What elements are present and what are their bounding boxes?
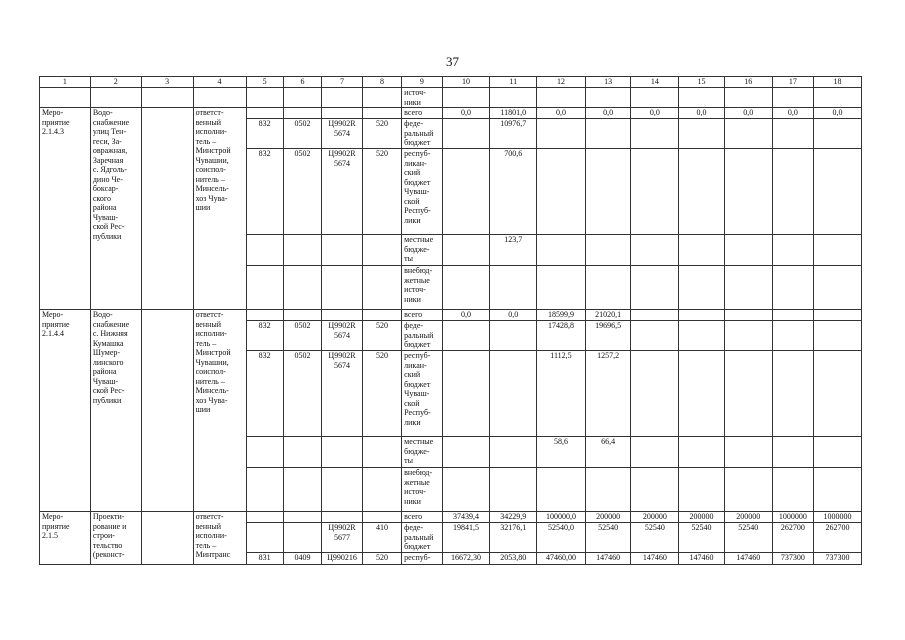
code-cell: Ц9902R 5674 bbox=[322, 321, 362, 351]
value-cell: 0,0 bbox=[679, 108, 725, 119]
code-cell: 832 bbox=[246, 351, 283, 437]
header-cell: 4 bbox=[193, 77, 246, 88]
code-cell: Ц9902R 5674 bbox=[322, 149, 362, 235]
value-cell: 47460,00 bbox=[537, 553, 586, 565]
value-cell: 2053,80 bbox=[490, 553, 537, 565]
value-cell: 147460 bbox=[631, 553, 679, 565]
code-cell: 520 bbox=[362, 351, 401, 437]
value-cell: 16672,30 bbox=[442, 553, 490, 565]
responsible-cell: ответст- венный исполни- тель – Минстрой Чувашии, соиспол- нитель – Минсель- хоз Чува- шии bbox=[193, 310, 246, 512]
value-cell: 200000 bbox=[679, 512, 725, 523]
table-row bbox=[40, 88, 862, 108]
value-cell: 1112,5 bbox=[537, 351, 586, 437]
value-cell: 32176,1 bbox=[490, 523, 537, 553]
value-cell: 52540 bbox=[631, 523, 679, 553]
header-cell: 3 bbox=[141, 77, 193, 88]
value-cell: 737300 bbox=[814, 553, 862, 565]
measure-name-cell: Водо- снабжение улиц Тен- геси, За- овражная, Заречная с. Ядголь- дино Че- боксар- ского района Чуваш- ской Рес- публики bbox=[90, 108, 141, 310]
funding-source-cell: феде- ральный бюджет bbox=[402, 119, 442, 149]
value-cell: 200000 bbox=[585, 512, 631, 523]
value-cell: 11801,0 bbox=[490, 108, 537, 119]
value-cell: 0,0 bbox=[631, 108, 679, 119]
value-cell: 1000000 bbox=[814, 512, 862, 523]
value-cell: 0,0 bbox=[442, 310, 490, 321]
code-cell: Ц990216 bbox=[322, 553, 362, 565]
header-cell: 18 bbox=[814, 77, 862, 88]
funding-source-cell: местные бюдже- ты bbox=[402, 437, 442, 468]
value-cell: 19696,5 bbox=[585, 321, 631, 351]
code-cell: 0409 bbox=[283, 553, 321, 565]
funding-source-cell: внебюд- жетные источ- ники bbox=[402, 468, 442, 512]
header-cell: 1 bbox=[40, 77, 91, 88]
header-cell: 10 bbox=[442, 77, 490, 88]
funding-source-cell: респуб- bbox=[402, 553, 442, 565]
funding-source-cell: респуб- ликан- ский бюджет Чуваш- ской Респуб- лики bbox=[402, 351, 442, 437]
measure-id-cell: Меро- приятие 2.1.5 bbox=[40, 512, 91, 565]
value-cell: 66,4 bbox=[585, 437, 631, 468]
funding-source-cell: источ- ники bbox=[402, 88, 442, 108]
header-row bbox=[40, 77, 862, 88]
code-cell: 0502 bbox=[283, 119, 321, 149]
value-cell: 17428,8 bbox=[537, 321, 586, 351]
responsible-cell: ответст- венный исполни- тель – Минтранс bbox=[193, 512, 246, 565]
measure-id-cell: Меро- приятие 2.1.4.4 bbox=[40, 310, 91, 512]
code-cell: 832 bbox=[246, 119, 283, 149]
table-row bbox=[40, 310, 862, 321]
value-cell: 52540 bbox=[585, 523, 631, 553]
measure-name-cell: Водо- снабжение с. Нижняя Кумашка Шумер- линского района Чуваш- ской Рес- публики bbox=[90, 310, 141, 512]
code-cell: Ц9902R 5674 bbox=[322, 119, 362, 149]
value-cell: 0,0 bbox=[442, 108, 490, 119]
code-cell: Ц9902R 5677 bbox=[322, 523, 362, 553]
value-cell: 123,7 bbox=[490, 235, 537, 266]
header-cell: 14 bbox=[631, 77, 679, 88]
code-cell: 520 bbox=[362, 119, 401, 149]
code-cell: 520 bbox=[362, 321, 401, 351]
header-cell: 13 bbox=[585, 77, 631, 88]
funding-source-cell: всего bbox=[402, 310, 442, 321]
header-cell: 8 bbox=[362, 77, 401, 88]
header-cell: 16 bbox=[724, 77, 772, 88]
value-cell: 0,0 bbox=[814, 108, 862, 119]
code-cell: 520 bbox=[362, 553, 401, 565]
funding-source-cell: феде- ральный бюджет bbox=[402, 321, 442, 351]
code-cell: 0502 bbox=[283, 321, 321, 351]
code-cell: 410 bbox=[362, 523, 401, 553]
value-cell: 34229,9 bbox=[490, 512, 537, 523]
code-cell: 0502 bbox=[283, 149, 321, 235]
header-cell: 15 bbox=[679, 77, 725, 88]
value-cell: 700,6 bbox=[490, 149, 537, 235]
header-cell: 7 bbox=[322, 77, 362, 88]
header-cell: 17 bbox=[772, 77, 814, 88]
funding-source-cell: внебюд- жетные источ- ники bbox=[402, 266, 442, 310]
value-cell: 147460 bbox=[679, 553, 725, 565]
header-cell: 11 bbox=[490, 77, 537, 88]
header-cell: 9 bbox=[402, 77, 442, 88]
responsible-cell: ответст- венный исполни- тель – Минстрой Чувашии, соиспол- нитель – Минсель- хоз Чува- шии bbox=[193, 108, 246, 310]
funding-source-cell: всего bbox=[402, 108, 442, 119]
value-cell: 147460 bbox=[585, 553, 631, 565]
value-cell: 0,0 bbox=[585, 108, 631, 119]
code-cell: 832 bbox=[246, 149, 283, 235]
value-cell: 147460 bbox=[724, 553, 772, 565]
value-cell: 18599,9 bbox=[537, 310, 586, 321]
code-cell: 832 bbox=[246, 321, 283, 351]
value-cell: 52540,0 bbox=[537, 523, 586, 553]
value-cell: 200000 bbox=[631, 512, 679, 523]
value-cell: 10976,7 bbox=[490, 119, 537, 149]
header-cell: 6 bbox=[283, 77, 321, 88]
header-cell: 12 bbox=[537, 77, 586, 88]
code-cell: 520 bbox=[362, 149, 401, 235]
funding-source-cell: всего bbox=[402, 512, 442, 523]
table-row bbox=[40, 512, 862, 523]
value-cell: 52540 bbox=[724, 523, 772, 553]
value-cell: 37439,4 bbox=[442, 512, 490, 523]
value-cell: 0,0 bbox=[490, 310, 537, 321]
page-number: 37 bbox=[446, 54, 459, 69]
measure-id-cell: Меро- приятие 2.1.4.3 bbox=[40, 108, 91, 310]
value-cell: 0,0 bbox=[772, 108, 814, 119]
code-cell: 831 bbox=[246, 553, 283, 565]
value-cell: 100000,0 bbox=[537, 512, 586, 523]
budget-table bbox=[39, 76, 862, 565]
measure-name-cell: Проекти- рование и строи- тельство (реконст- bbox=[90, 512, 141, 565]
value-cell: 200000 bbox=[724, 512, 772, 523]
value-cell: 262700 bbox=[772, 523, 814, 553]
funding-source-cell: местные бюдже- ты bbox=[402, 235, 442, 266]
code-cell: 0502 bbox=[283, 351, 321, 437]
header-cell: 2 bbox=[90, 77, 141, 88]
funding-source-cell: феде- ральный бюджет bbox=[402, 523, 442, 553]
table-row bbox=[40, 108, 862, 119]
value-cell: 1257,2 bbox=[585, 351, 631, 437]
value-cell: 52540 bbox=[679, 523, 725, 553]
value-cell: 21020,1 bbox=[585, 310, 631, 321]
header-cell: 5 bbox=[246, 77, 283, 88]
value-cell: 737300 bbox=[772, 553, 814, 565]
value-cell: 0,0 bbox=[537, 108, 586, 119]
value-cell: 58,6 bbox=[537, 437, 586, 468]
value-cell: 1000000 bbox=[772, 512, 814, 523]
funding-source-cell: респуб- ликан- ский бюджет Чуваш- ской Респуб- лики bbox=[402, 149, 442, 235]
value-cell: 262700 bbox=[814, 523, 862, 553]
value-cell: 0,0 bbox=[724, 108, 772, 119]
code-cell: Ц9902R 5674 bbox=[322, 351, 362, 437]
value-cell: 19841,5 bbox=[442, 523, 490, 553]
